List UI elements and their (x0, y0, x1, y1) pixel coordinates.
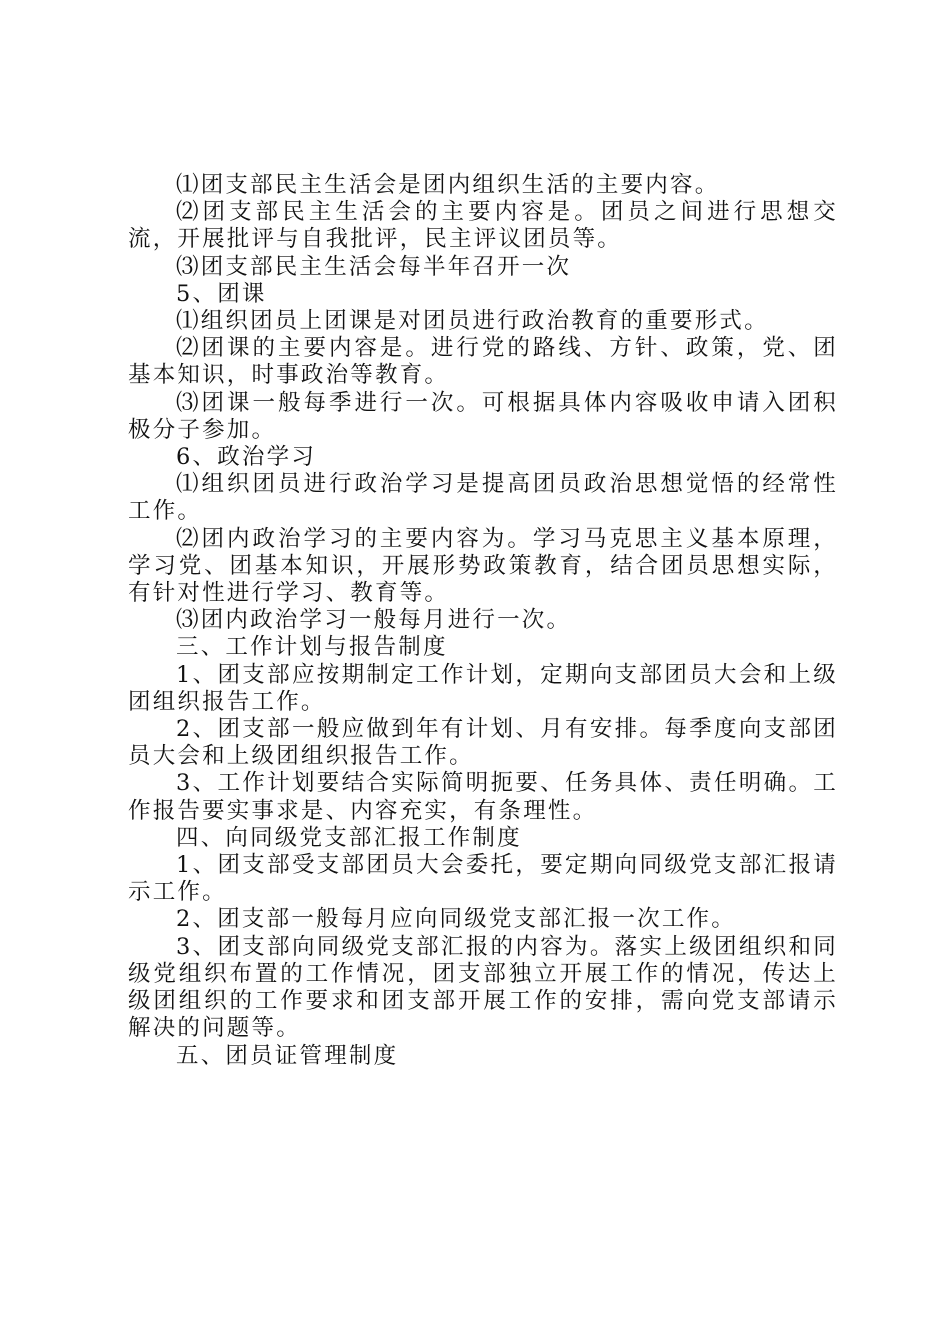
paragraph: ⑵团支部民主生活会的主要内容是。团员之间进行思想交流，开展批评与自我批评，民主评议团员等。 (128, 199, 838, 253)
section-heading: 5、团课 (176, 280, 267, 307)
chapter-heading: 五、团员证管理制度 (176, 1042, 399, 1069)
paragraph: 2、团支部一般每月应向同级党支部汇报一次工作。 (176, 906, 736, 933)
chapter-heading: 四、向同级党支部汇报工作制度 (176, 824, 522, 851)
paragraph: 3、工作计划要结合实际简明扼要、任务具体、责任明确。工作报告要实事求是、内容充实，有条理性。 (128, 770, 838, 824)
paragraph: ⑶团支部民主生活会每半年召开一次 (176, 253, 572, 280)
paragraph: ⑶团内政治学习一般每月进行一次。 (176, 607, 572, 634)
section-heading: 6、政治学习 (176, 444, 317, 471)
paragraph: ⑴团支部民主生活会是团内组织生活的主要内容。 (176, 172, 720, 198)
paragraph: ⑵团课的主要内容是。进行党的路线、方针、政策，党、团基本知识，时事政治等教育。 (128, 335, 838, 389)
paragraph: 3、团支部向同级党支部汇报的内容为。落实上级团组织和同级党组织布置的工作情况，团支部独立开展工作的情况，传达上级团组织的工作要求和团支部开展工作的安排，需向党支部请示解决的问题等。 (128, 933, 838, 1042)
paragraph: ⑴组织团员进行政治学习是提高团员政治思想觉悟的经常性工作。 (128, 471, 838, 525)
paragraph: ⑶团课一般每季进行一次。可根据具体内容吸收申请入团积极分子参加。 (128, 389, 838, 443)
document-body (128, 172, 838, 1070)
paragraph: 2、团支部一般应做到年有计划、月有安排。每季度向支部团员大会和上级团组织报告工作。 (128, 716, 838, 770)
paragraph: 1、团支部应按期制定工作计划，定期向支部团员大会和上级团组织报告工作。 (128, 661, 838, 715)
paragraph: 1、团支部受支部团员大会委托，要定期向同级党支部汇报请示工作。 (128, 852, 838, 906)
chapter-heading: 三、工作计划与报告制度 (176, 634, 448, 661)
paragraph: ⑵团内政治学习的主要内容为。学习马克思主义基本原理，学习党、团基本知识，开展形势政策教育，结合团员思想实际，有针对性进行学习、教育等。 (128, 525, 838, 607)
paragraph: ⑴组织团员上团课是对团员进行政治教育的重要形式。 (176, 308, 769, 335)
